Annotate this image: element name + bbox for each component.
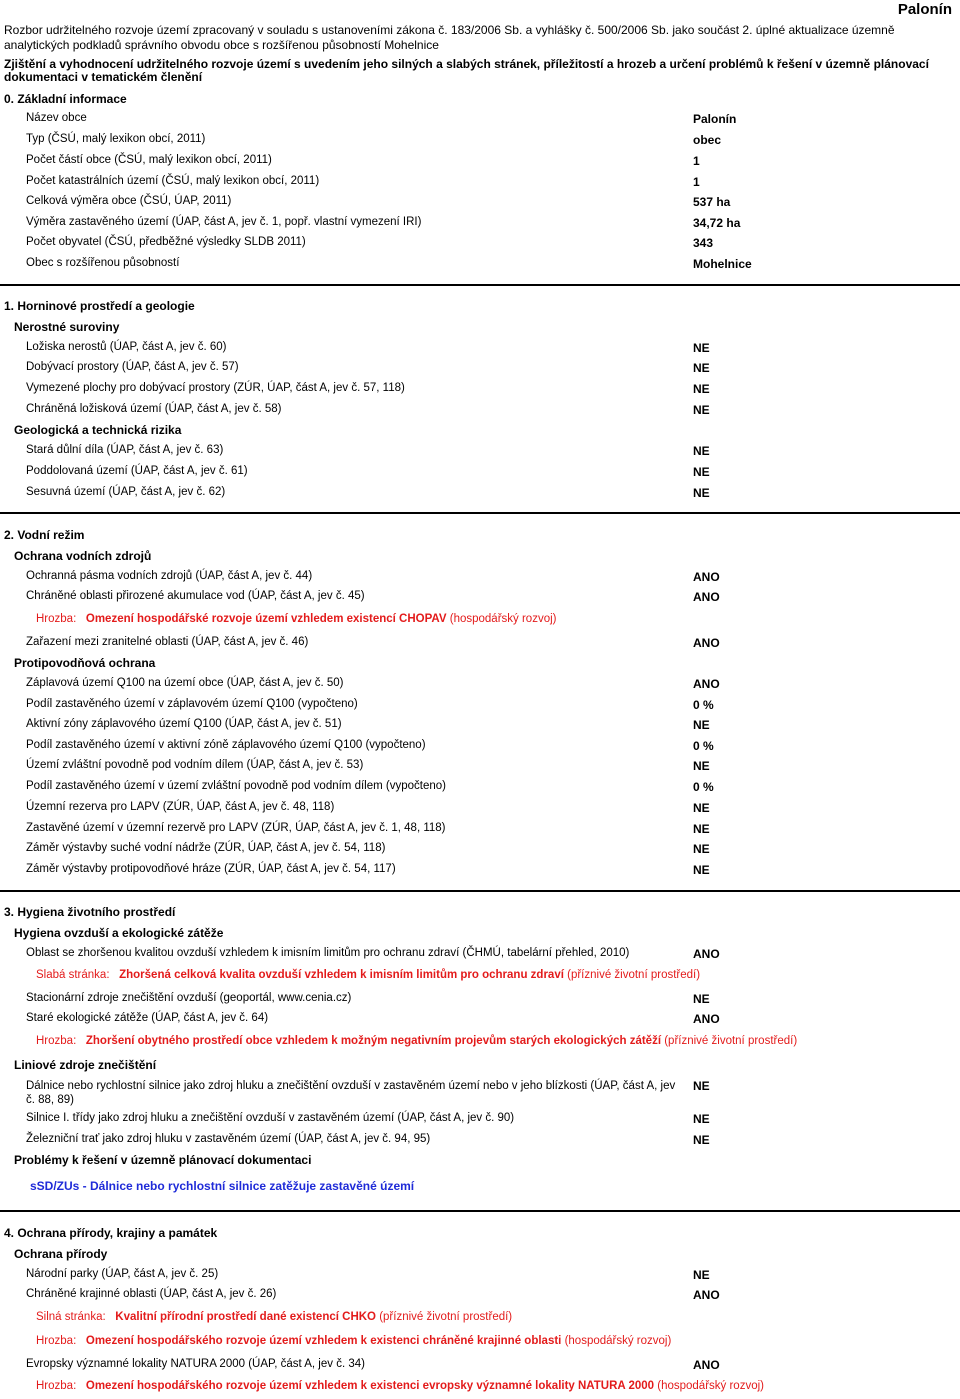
note-type: Hrozba: [36,613,77,625]
section-4-title: 4. Ochrana přírody, krajiny a památek [4,1226,218,1240]
row-value: ANO [693,947,720,961]
row-value: NE [693,801,710,815]
row-label: Typ (ČSÚ, malý lexikon obcí, 2011) [26,133,206,145]
note-text: Zhoršená celková kvalita ovzduší vzhledem k imisním limitům pro ochranu zdraví [119,969,564,981]
assessment-note [36,1035,797,1047]
section-divider [0,1210,960,1212]
note-category: (příznivé životní prostředí) [567,969,701,981]
row-value: Palonín [693,112,737,126]
row-label: Počet částí obce (ČSÚ, malý lexikon obcí, 2011) [26,154,272,166]
row-value: 1 [693,154,700,168]
note-category: (hospodářský rozvoj) [564,1335,672,1347]
row-value: obec [693,133,722,147]
row-label: Územní rezerva pro LAPV (ZÚR, ÚAP, část A, jev č. 48, 118) [26,801,335,813]
row-label: Poddolovaná území (ÚAP, část A, jev č. 61) [26,465,248,477]
assessment-note [36,1335,671,1347]
note-text: Omezení hospodářské rozvoje území vzhledem existencí CHOPAV [85,613,447,625]
row-value: NE [693,341,710,355]
row-label: Výměra zastavěného území (ÚAP, část A, jev č. 1, popř. vlastní vymezení IRI) [26,216,422,228]
note-category: (příznivé životní prostředí) [379,1311,513,1323]
row-value: NE [693,1079,710,1093]
group-title: Geologická a technická rizika [14,423,182,437]
row-label: Národní parky (ÚAP, část A, jev č. 25) [26,1268,219,1280]
row-value: NE [693,465,710,479]
row-value: 537 ha [693,195,731,209]
section-3-title: 3. Hygiena životního prostředí [4,905,176,919]
row-value: NE [693,382,710,396]
note-category: (hospodářský rozvoj) [657,1380,764,1392]
group-title: Problémy k řešení v územně plánovací dokumentaci [14,1153,312,1167]
row-value: NE [693,863,710,877]
row-label: Počet katastrálních území (ČSÚ, malý lexikon obcí, 2011) [26,175,320,187]
row-label: Stará důlní díla (ÚAP, část A, jev č. 63) [26,444,224,456]
row-label: Chráněné krajinné oblasti (ÚAP, část A, jev č. 26) [26,1288,277,1300]
row-value: NE [693,718,710,732]
row-label: Dálnice nebo rychlostní silnice jako zdroj hluku a znečištění ovzduší v zastavěném území nebo v jeho blízkosti (ÚAP, část A, jev č. 88, 89) [26,1080,676,1106]
note-text: Kvalitní přírodní prostředí dané existencí CHKO [115,1311,376,1323]
note-category: (příznivé životní prostředí) [664,1035,798,1047]
row-label: Vymezené plochy pro dobývací prostory (ZÚR, ÚAP, část A, jev č. 57, 118) [26,382,405,394]
row-value: ANO [693,1358,720,1372]
section-divider [0,890,960,892]
assessment-note [36,1311,512,1323]
row-label: Železniční trať jako zdroj hluku v zastavěném území (ÚAP, část A, jev č. 94, 95) [26,1133,431,1145]
row-value: 1 [693,175,700,189]
row-label: Podíl zastavěného území v aktivní zóně záplavového území Q100 (vypočteno) [26,739,426,751]
municipality-name: Palonín [897,1,952,18]
row-label: Staré ekologické zátěže (ÚAP, část A, jev č. 64) [26,1012,269,1024]
row-value: ANO [693,677,720,691]
note-category: (hospodářský rozvoj) [449,613,557,625]
row-value: Mohelnice [693,257,752,271]
row-value: 34,72 ha [693,216,741,230]
row-label: Chráněné oblasti přirozené akumulace vod (ÚAP, část A, jev č. 45) [26,590,365,602]
row-value: 0 % [693,739,714,753]
note-text: Omezení hospodářského rozvoje území vzhledem k existenci chráněné krajinné oblasti [85,1335,562,1347]
row-value: ANO [693,1012,720,1026]
document-subtitle: Zjištění a vyhodnocení udržitelného rozvoje území s uvedením jeho silných a slabých stránek, příležitostí a hrozeb a určení problémů k řešení v územně plánovací dokumentaci v tematickém členění [4,57,929,84]
row-label: Záplavová území Q100 na území obce (ÚAP, část A, jev č. 50) [26,677,344,689]
note-type: Silná stránka: [36,1311,106,1323]
section-1-title: 1. Horninové prostředí a geologie [4,299,195,313]
note-type: Hrozba: [36,1335,77,1347]
row-value: NE [693,1112,710,1126]
row-value: 343 [693,236,714,250]
row-label: Záměr výstavby suché vodní nádrže (ZÚR, ÚAP, část A, jev č. 54, 118) [26,842,386,854]
row-label: Zařazení mezi zranitelné oblasti (ÚAP, část A, jev č. 46) [26,636,309,648]
row-value: NE [693,1268,710,1282]
row-value: NE [693,992,710,1006]
row-label: Oblast se zhoršenou kvalitou ovzduší vzhledem k imisním limitům pro ochranu zdraví (ČHMÚ, tabelární přehled, 2010) [26,947,630,959]
note-type: Hrozba: [36,1380,77,1392]
row-value: ANO [693,636,720,650]
row-label: Dobývací prostory (ÚAP, část A, jev č. 57) [26,361,239,373]
group-title: Ochrana vodních zdrojů [14,549,152,563]
row-value: NE [693,759,710,773]
row-value: ANO [693,590,720,604]
row-label: Ložiska nerostů (ÚAP, část A, jev č. 60) [26,341,227,353]
note-text: Zhoršení obytného prostředí obce vzhledem k možným negativním projevům starých ekologických zátěží [85,1035,662,1047]
note-type: Slabá stránka: [36,969,110,981]
row-value: 0 % [693,698,714,712]
row-value: ANO [693,570,720,584]
row-label: Podíl zastavěného území v území zvláštní povodně pod vodním dílem (vypočteno) [26,780,446,792]
note-type: Hrozba: [36,1035,77,1047]
row-value: NE [693,361,710,375]
row-value: NE [693,486,710,500]
group-title: Liniové zdroje znečištění [14,1058,157,1072]
row-label: Sesuvná území (ÚAP, část A, jev č. 62) [26,486,226,498]
row-value: NE [693,444,710,458]
section-2-title: 2. Vodní režim [4,528,85,542]
row-label: Chráněná ložisková území (ÚAP, část A, jev č. 58) [26,403,282,415]
assessment-note [36,969,700,981]
row-value: NE [693,1133,710,1147]
section-divider [0,284,960,286]
row-value: NE [693,403,710,417]
note-text: Omezení hospodářského rozvoje území vzhledem k existenci evropsky významné lokality NATURA 2000 [85,1380,655,1392]
row-label: Území zvláštní povodně pod vodním dílem (ÚAP, část A, jev č. 53) [26,759,364,771]
section-0-title: 0. Základní informace [4,92,127,106]
row-label: Počet obyvatel (ČSÚ, předběžné výsledky SLDB 2011) [26,236,306,248]
row-value: NE [693,842,710,856]
document-header: Rozbor udržitelného rozvoje území zpracovaný v souladu s ustanoveními zákona č. 183/2006 Sb. a vyhlášky č. 500/2006 Sb. jako součást 2. úplné aktualizace územně analytických podkladů správního obvodu obce s rozšířenou působností Mohelnice [4,23,895,52]
row-label: Obec s rozšířenou působností [26,257,180,269]
row-label: Záměr výstavby protipovodňové hráze (ZÚR, ÚAP, část A, jev č. 54, 117) [26,863,396,875]
assessment-note [36,613,556,625]
group-title: Ochrana přírody [14,1247,108,1261]
group-title: Protipovodňová ochrana [14,656,156,670]
row-label: Aktivní zóny záplavového území Q100 (ÚAP, část A, jev č. 51) [26,718,342,730]
row-label: Silnice I. třídy jako zdroj hluku a znečištění ovzduší v zastavěném území (ÚAP, část A, jev č. 90) [26,1112,515,1124]
group-title: Hygiena ovzduší a ekologické zátěže [14,926,224,940]
row-value: 0 % [693,780,714,794]
assessment-note [36,1380,764,1392]
row-label: Podíl zastavěného území v záplavovém území Q100 (vypočteno) [26,698,358,710]
group-title: Nerostné suroviny [14,320,120,334]
planning-problem: sSD/ZUs - Dálnice nebo rychlostní silnice zatěžuje zastavěné území [30,1179,415,1193]
row-label: Ochranná pásma vodních zdrojů (ÚAP, část A, jev č. 44) [26,570,313,582]
row-label: Celková výměra obce (ČSÚ, ÚAP, 2011) [26,195,232,207]
section-divider [0,512,960,514]
row-label: Zastavěné území v územní rezervě pro LAPV (ZÚR, ÚAP, část A, jev č. 1, 48, 118) [26,822,446,834]
row-label: Evropsky významné lokality NATURA 2000 (ÚAP, část A, jev č. 34) [26,1358,365,1370]
row-value: ANO [693,1288,720,1302]
row-label: Název obce [26,112,87,124]
row-value: NE [693,822,710,836]
row-label: Stacionární zdroje znečištění ovzduší (geoportál, www.cenia.cz) [26,992,352,1004]
